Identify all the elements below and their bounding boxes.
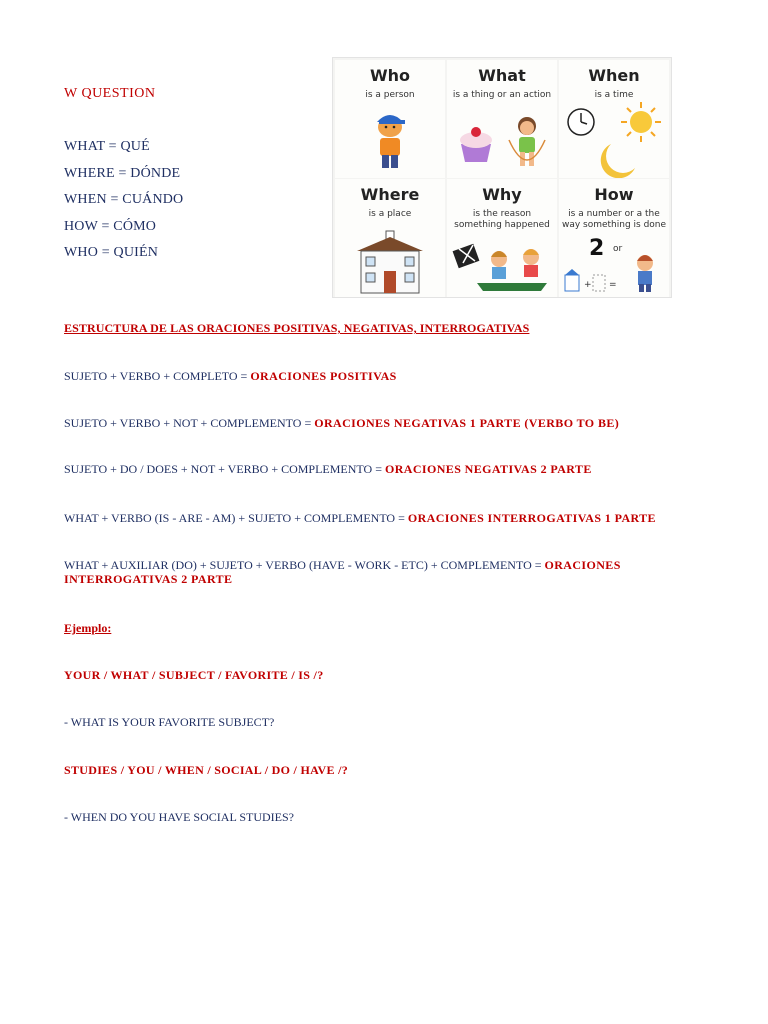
rule-formula: WHAT + VERBO (IS - ARE - AM) + SUJETO + COMPLEMENTO =	[64, 511, 408, 525]
cell-word: When	[588, 66, 640, 85]
rule-line	[64, 558, 704, 586]
rule-line	[64, 369, 704, 383]
rule-label: ORACIONES POSITIVAS	[250, 369, 397, 383]
translation-item: WHEN = CUÁNDO	[64, 192, 184, 208]
poster-cell-why	[447, 179, 557, 297]
poster-cell-when	[559, 60, 669, 178]
cell-word: Why	[482, 185, 522, 204]
answer-sentence: - WHAT IS YOUR FAVORITE SUBJECT?	[64, 715, 275, 729]
poster-cell-who	[335, 60, 445, 178]
how-or: or	[613, 244, 623, 254]
cell-description: is a place	[368, 209, 412, 219]
cell-word: Where	[360, 185, 420, 204]
translation-item: WHO = QUIÉN	[64, 245, 159, 261]
rule-formula: SUJETO + VERBO + NOT + COMPLEMENTO =	[64, 416, 315, 430]
translation-item: WHERE = DÓNDE	[64, 165, 181, 181]
rule-line	[64, 511, 704, 525]
translation-item: HOW = CÓMO	[64, 218, 157, 234]
how-number: 2	[589, 236, 605, 261]
answer-sentence: - WHEN DO YOU HAVE SOCIAL STUDIES?	[64, 810, 294, 824]
rule-formula: WHAT + AUXILIAR (DO) + SUJETO + VERBO (HAVE - WORK - ETC) + COMPLEMENTO =	[64, 558, 545, 572]
cell-word: What	[478, 66, 526, 85]
rule-line	[64, 416, 704, 430]
rule-label: ORACIONES INTERROGATIVAS 2 PARTE	[64, 558, 621, 586]
example-heading: Ejemplo:	[64, 621, 112, 635]
cell-description: is the reason something happened	[454, 209, 550, 230]
scrambled-sentence: STUDIES / YOU / WHEN / SOCIAL / DO / HAVE /?	[64, 763, 349, 777]
structure-heading: ESTRUCTURA DE LAS ORACIONES POSITIVAS, NEGATIVAS, INTERROGATIVAS	[64, 321, 530, 335]
cell-description: is a time	[594, 90, 634, 100]
rule-formula: SUJETO + VERBO + COMPLETO =	[64, 369, 251, 383]
poster-cell-how	[559, 179, 669, 297]
poster-cell-what	[447, 60, 557, 178]
rule-label: ORACIONES NEGATIVAS 2 PARTE	[384, 462, 592, 476]
rule-formula: SUJETO + DO / DOES + NOT + VERBO + COMPLEMENTO =	[64, 462, 385, 476]
svg-text:=: =	[609, 280, 617, 290]
cell-description: is a thing or an action	[452, 90, 552, 100]
rule-label: ORACIONES NEGATIVAS 1 PARTE (VERBO TO BE)	[314, 416, 620, 430]
translation-list	[64, 139, 183, 272]
rule-label: ORACIONES INTERROGATIVAS 1 PARTE	[407, 511, 656, 525]
poster-cell-where	[335, 179, 445, 297]
page-title: W QUESTION	[64, 86, 156, 101]
rule-line	[64, 462, 704, 476]
cell-description: is a person	[365, 90, 415, 100]
svg-text:+: +	[584, 280, 592, 290]
scrambled-sentence: YOUR / WHAT / SUBJECT / FAVORITE / IS /?	[64, 668, 324, 682]
cell-word: How	[594, 185, 634, 204]
cell-word: Who	[369, 66, 411, 85]
cell-description: is a number or a the way something is done	[561, 209, 667, 230]
translation-item: WHAT = QUÉ	[64, 139, 150, 154]
w-question-poster	[332, 57, 672, 298]
